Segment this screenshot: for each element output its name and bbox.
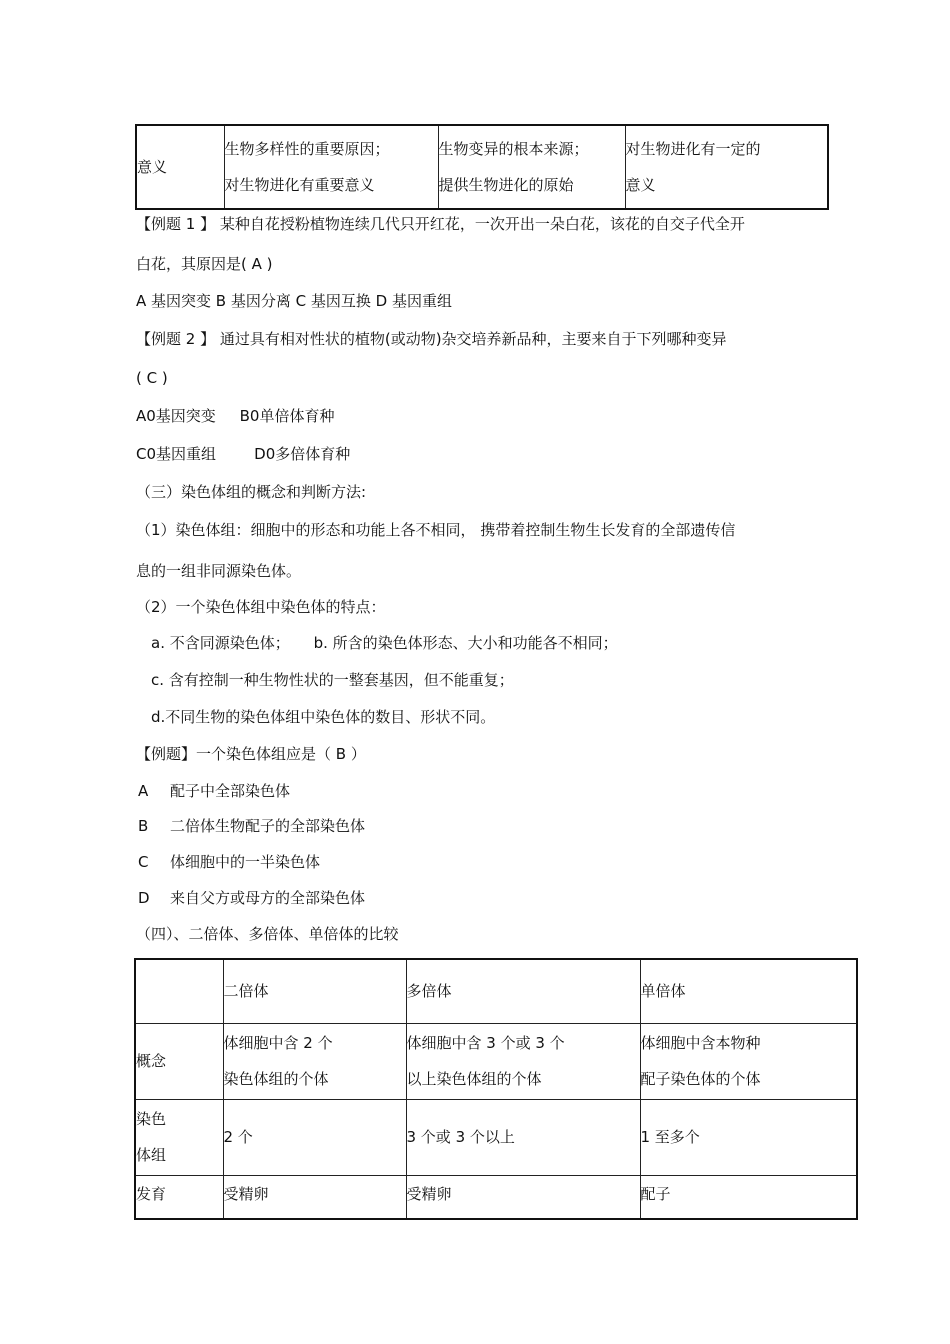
option-text: 二倍体生物配子的全部染色体 — [170, 817, 366, 835]
header-cell: 二倍体 — [223, 959, 406, 1023]
table-cell — [640, 1099, 857, 1175]
header-cell: 单倍体 — [640, 959, 857, 1023]
cell-text: 体细胞中含 2 个 — [223, 1034, 333, 1052]
table-cell — [640, 1175, 857, 1219]
section3-p1-cont: 息的一组非同源染色体。 — [136, 562, 302, 580]
table-cell — [223, 1099, 406, 1175]
cell-text: 受精卵 — [223, 1184, 269, 1203]
cell-text: 生物多样性的重要原因； — [224, 140, 390, 158]
table-row — [135, 1099, 857, 1175]
example3-option — [138, 852, 320, 872]
section3-title: （三）染色体组的概念和判断方法: — [136, 483, 367, 501]
cell-text: 染色体组的个体 — [223, 1070, 329, 1088]
option-letter: C — [138, 853, 149, 871]
cell-text: 对生物进化有一定的 — [625, 140, 761, 158]
table-cell — [224, 125, 438, 209]
header-cell: 多倍体 — [406, 959, 640, 1023]
cell-text: 2 个 — [223, 1128, 253, 1146]
section3-p1: （1）染色体组：细胞中的形态和功能上各不相同， 携带着控制生物生长发育的全部遗传信 — [136, 521, 736, 539]
option-text: 来自父方或母方的全部染色体 — [170, 889, 366, 907]
table-header-row — [135, 959, 857, 1023]
table-cell — [640, 1023, 857, 1099]
table-cell — [223, 1023, 406, 1099]
header-cell — [135, 959, 223, 1023]
option-letter: D — [138, 889, 150, 907]
table-cell — [406, 1023, 640, 1099]
table-cell — [406, 1099, 640, 1175]
example2-question: 【例题 2 】 通过具有相对性状的植物(或动物)杂交培养新品种，主要来自于下列哪种变异 — [136, 330, 727, 348]
cell-text: 提供生物进化的原始 — [438, 176, 574, 194]
cell-text: 体细胞中含本物种 — [640, 1034, 761, 1052]
example2-options-row2: C0基因重组 D0多倍体育种 — [136, 445, 351, 463]
section3-p2-d: d.不同生物的染色体组中染色体的数目、形状不同。 — [151, 708, 496, 726]
option-letter: A — [138, 782, 149, 800]
table-cell — [438, 125, 625, 209]
example1-options: A 基因突变 B 基因分离 C 基因互换 D 基因重组 — [136, 292, 452, 310]
significance-table — [135, 124, 829, 210]
example2-question-cont: ( C ) — [136, 369, 168, 387]
table-cell — [223, 1175, 406, 1219]
cell-text: 3 个或 3 个以上 — [406, 1128, 515, 1146]
section3-p2-title: （2）一个染色体组中染色体的特点： — [136, 598, 386, 616]
table-cell — [406, 1175, 640, 1219]
option-text: 体细胞中的一半染色体 — [170, 853, 321, 871]
table-row — [135, 1175, 857, 1219]
cell-text: 配子 — [640, 1184, 671, 1203]
table-cell — [625, 125, 828, 209]
example3-question: 【例题】一个染色体组应是（ B ） — [136, 745, 366, 763]
ploidy-comparison-table — [134, 958, 858, 1220]
cell-text: 以上染色体组的个体 — [406, 1070, 542, 1088]
section4-title: （四）、二倍体、多倍体、单倍体的比较 — [136, 925, 399, 943]
example3-option — [138, 888, 365, 908]
cell-text: 受精卵 — [406, 1184, 452, 1203]
cell-text: 概念 — [136, 1052, 167, 1070]
example3-option — [138, 816, 365, 836]
section3-p2-a: a. 不含同源染色体； b. 所含的染色体形态、大小和功能各不相同； — [151, 634, 618, 652]
table-row — [135, 1023, 857, 1099]
row-label — [135, 1023, 223, 1099]
row-header-significance: 意义 — [136, 125, 224, 209]
row-label — [135, 1175, 223, 1219]
example3-option — [138, 781, 290, 801]
example1-question: 【例题 1 】 某种自花授粉植物连续几代只开红花，一次开出一朵白花，该花的自交子代全开 — [136, 215, 745, 233]
cell-text: 配子染色体的个体 — [640, 1070, 761, 1088]
example1-question-cont: 白花，其原因是( A ) — [136, 255, 273, 273]
cell-text: 体组 — [136, 1146, 167, 1164]
cell-text: 对生物进化有重要意义 — [224, 176, 375, 194]
option-text: 配子中全部染色体 — [170, 782, 291, 800]
section3-p2-c: c. 含有控制一种生物性状的一整套基因，但不能重复； — [151, 671, 514, 689]
cell-text: 1 至多个 — [640, 1128, 700, 1146]
option-letter: B — [138, 817, 149, 835]
cell-text: 生物变异的根本来源； — [438, 140, 589, 158]
cell-text: 发育 — [136, 1184, 167, 1203]
cell-text: 意义 — [625, 176, 656, 194]
example2-options-row1: A0基因突变 B0单倍体育种 — [136, 407, 335, 425]
row-label — [135, 1099, 223, 1175]
cell-text: 染色 — [136, 1110, 167, 1128]
cell-text: 体细胞中含 3 个或 3 个 — [406, 1034, 565, 1052]
